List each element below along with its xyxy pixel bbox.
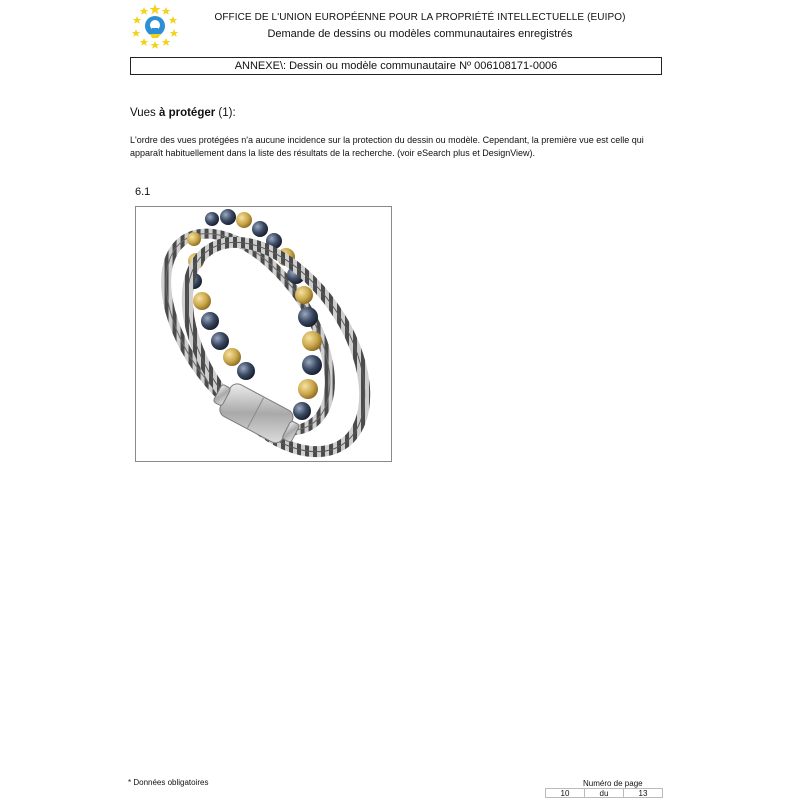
bracelet-clasp — [209, 377, 304, 450]
document-subtitle: Demande de dessins ou modèles communautaires enregistrés — [267, 28, 573, 40]
page-number-label: Numéro de page — [583, 779, 643, 788]
views-intro-text: L'ordre des vues protégées n'a aucune incidence sur la protection du dessin ou modèle. Cependant, la première vue est celle qui apparaît habituellement dans la liste des résultats de la recherche. (voir eSearch plus et DesignView). — [130, 135, 644, 158]
mandatory-note: * Données obligatoires — [128, 778, 209, 787]
page-separator: du — [584, 789, 623, 797]
euipo-logo — [130, 3, 180, 49]
page-total: 13 — [623, 789, 662, 797]
annex-title: ANNEXE\: Dessin ou modèle communautaire Nº 006108171-0006 — [130, 57, 662, 75]
views-heading: Vues à protéger (1): — [130, 107, 236, 119]
bracelet-photo — [135, 206, 392, 462]
view-label: 6.1 — [135, 186, 151, 198]
office-title: OFFICE DE L'UNION EUROPÉENNE POUR LA PROPRIÉTÉ INTELLECTUELLE (EUIPO) — [214, 12, 626, 23]
page-number-box — [545, 788, 663, 798]
page-current: 10 — [560, 789, 570, 798]
